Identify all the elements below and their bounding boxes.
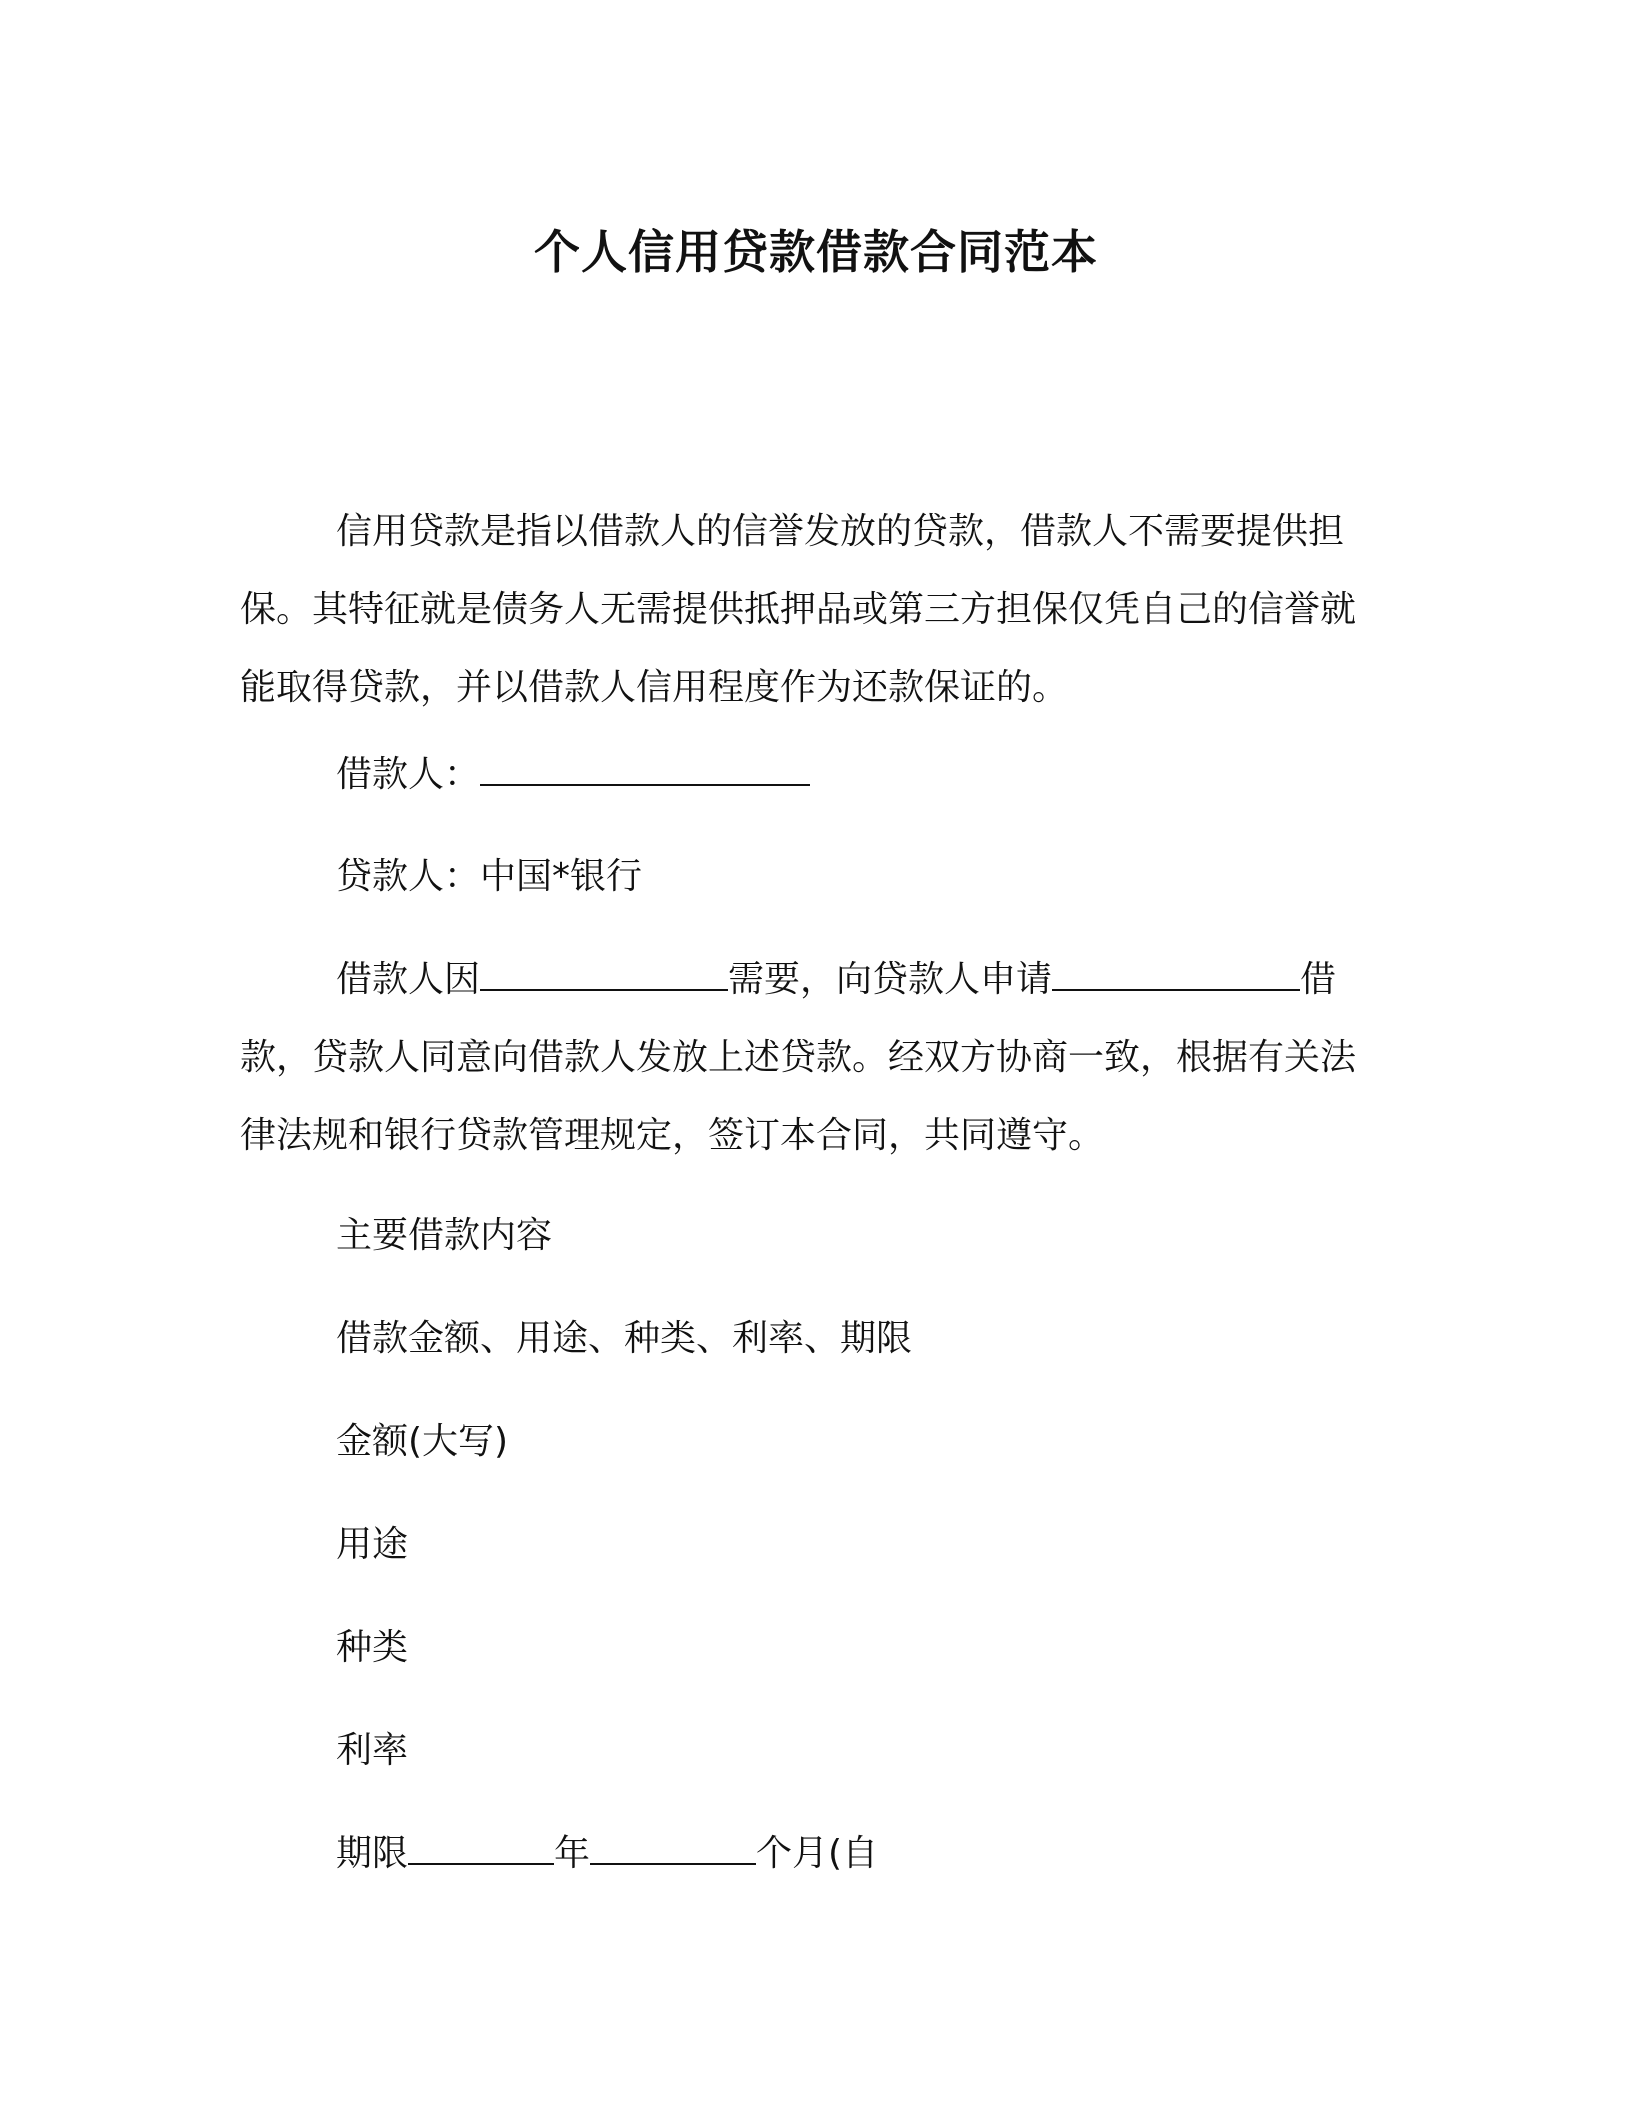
months-blank xyxy=(590,1829,756,1865)
lender-line: 贷款人：中国*银行 xyxy=(336,856,643,897)
clause-part2: 需要，向贷款人申请 xyxy=(728,959,1053,1000)
term-line xyxy=(336,1829,878,1879)
intro-paragraph: 信用贷款是指以借款人的信誉发放的贷款，借款人不需要提供担保。其特征就是债务人无需提供抵押品或第三方担保仅凭自己的信誉就能取得贷款，并以借款人信用程度作为还款保证的。 xyxy=(240,511,1357,708)
items-line: 借款金额、用途、种类、利率、期限 xyxy=(336,1318,913,1359)
term-year: 年 xyxy=(554,1833,591,1874)
borrower-line xyxy=(336,750,810,800)
term-month: 个月(自 xyxy=(756,1833,879,1874)
clause-part1: 借款人因 xyxy=(336,959,481,1000)
clause-part3: 借款，贷款人同意向借款人发放上述贷款。经双方协商一致，根据有关法律法规和银行贷款管理规定，签订本合同，共同遵守。 xyxy=(240,959,1357,1156)
amount-blank xyxy=(1052,955,1300,991)
borrower-blank xyxy=(480,750,810,786)
kind-line: 种类 xyxy=(336,1627,409,1668)
section-heading: 主要借款内容 xyxy=(336,1215,553,1256)
term-label: 期限 xyxy=(336,1833,409,1874)
borrower-label: 借款人： xyxy=(336,754,481,795)
document-title: 个人信用贷款借款合同范本 xyxy=(534,225,1098,279)
years-blank xyxy=(408,1829,554,1865)
loan-clause-paragraph xyxy=(240,941,1390,1175)
reason-blank xyxy=(480,955,728,991)
amount-line: 金额(大写) xyxy=(336,1421,509,1462)
rate-line: 利率 xyxy=(336,1730,409,1771)
purpose-line: 用途 xyxy=(336,1524,409,1565)
